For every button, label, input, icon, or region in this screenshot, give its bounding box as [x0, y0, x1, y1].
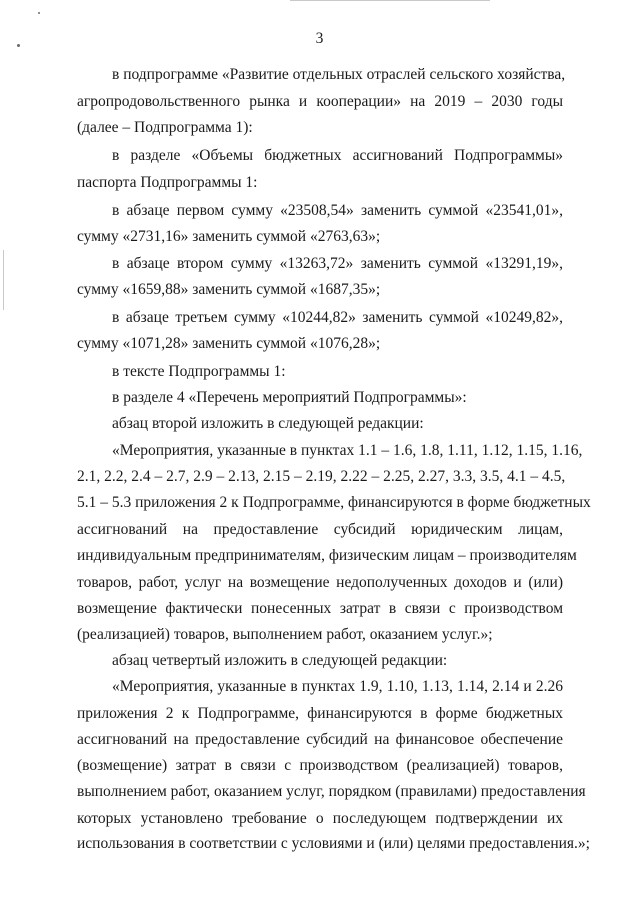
text-line: ассигнований на предоставление субсидий на финансовое обеспечение: [77, 731, 563, 748]
text-line: (далее – Подпрограмма 1):: [77, 119, 253, 136]
text-line: в абзаце третьем сумму «10244,82» заменить суммой «10249,82»,: [112, 309, 563, 326]
text-line: 2.1, 2.2, 2.4 – 2.7, 2.9 – 2.13, 2.15 – 2.19, 2.22 – 2.25, 2.27, 3.3, 3.5, 4.1 – 4.5,: [77, 468, 566, 485]
scan-speck: [17, 44, 20, 47]
page-number: 3: [315, 30, 324, 47]
text-line: в тексте Подпрограммы 1:: [112, 363, 286, 380]
text-line: сумму «2731,16» заменить суммой «2763,63»;: [77, 228, 381, 245]
text-line: ассигнований на предоставление субсидий юридическим лицам,: [77, 521, 563, 538]
text-line: которых установлено требование о последующем подтверждении их: [77, 810, 563, 827]
text-line: (возмещение) затрат в связи с производством (реализацией) товаров,: [77, 757, 563, 774]
text-line: сумму «1659,88» заменить суммой «1687,35»;: [77, 281, 381, 298]
text-line: приложения 2 к Подпрограмме, финансируются в форме бюджетных: [77, 705, 563, 722]
text-line: «Мероприятия, указанные в пунктах 1.9, 1.10, 1.13, 1.14, 2.14 и 2.26: [112, 678, 563, 695]
text-line: (реализацией) товаров, выполнением работ, оказанием услуг.»;: [77, 626, 493, 643]
text-line: в абзаце первом сумму «23508,54» заменить суммой «23541,01»,: [112, 202, 563, 219]
text-line: сумму «1071,28» заменить суммой «1076,28»;: [77, 335, 381, 352]
text-line: товаров, работ, услуг на возмещение недополученных доходов и (или): [77, 574, 563, 591]
text-line: «Мероприятия, указанные в пунктах 1.1 – 1.6, 1.8, 1.11, 1.12, 1.15, 1.16,: [112, 442, 583, 459]
text-line: использования в соответствии с условиями и (или) целями предоставления.»;: [77, 835, 590, 852]
text-line: в абзаце втором сумму «13263,72» заменить суммой «13291,19»,: [112, 255, 563, 272]
text-line: возмещение фактически понесенных затрат в связи с производством: [77, 600, 563, 617]
text-line: индивидуальным предпринимателям, физическим лицам – производителям: [77, 547, 577, 564]
text-line: абзац четвертый изложить в следующей редакции:: [112, 652, 448, 669]
scan-speck: [38, 12, 40, 14]
scan-top-line: [290, 0, 490, 1]
text-line: в разделе 4 «Перечень мероприятий Подпрограммы»:: [112, 389, 467, 406]
text-line: абзац второй изложить в следующей редакции:: [112, 415, 424, 432]
text-line: в разделе «Объемы бюджетных ассигнований Подпрограммы»: [112, 147, 563, 164]
scan-edge-line: [3, 250, 4, 310]
text-line: выполнением работ, оказанием услуг, порядком (правилами) предоставления: [77, 783, 586, 800]
text-line: 5.1 – 5.3 приложения 2 к Подпрограмме, финансируются в форме бюджетных: [77, 494, 591, 511]
text-line: агропродовольственного рынка и кооперации» на 2019 – 2030 годы: [77, 93, 563, 110]
text-line: паспорта Подпрограммы 1:: [77, 174, 258, 191]
text-line: в подпрограмме «Развитие отдельных отраслей сельского хозяйства,: [112, 66, 566, 83]
